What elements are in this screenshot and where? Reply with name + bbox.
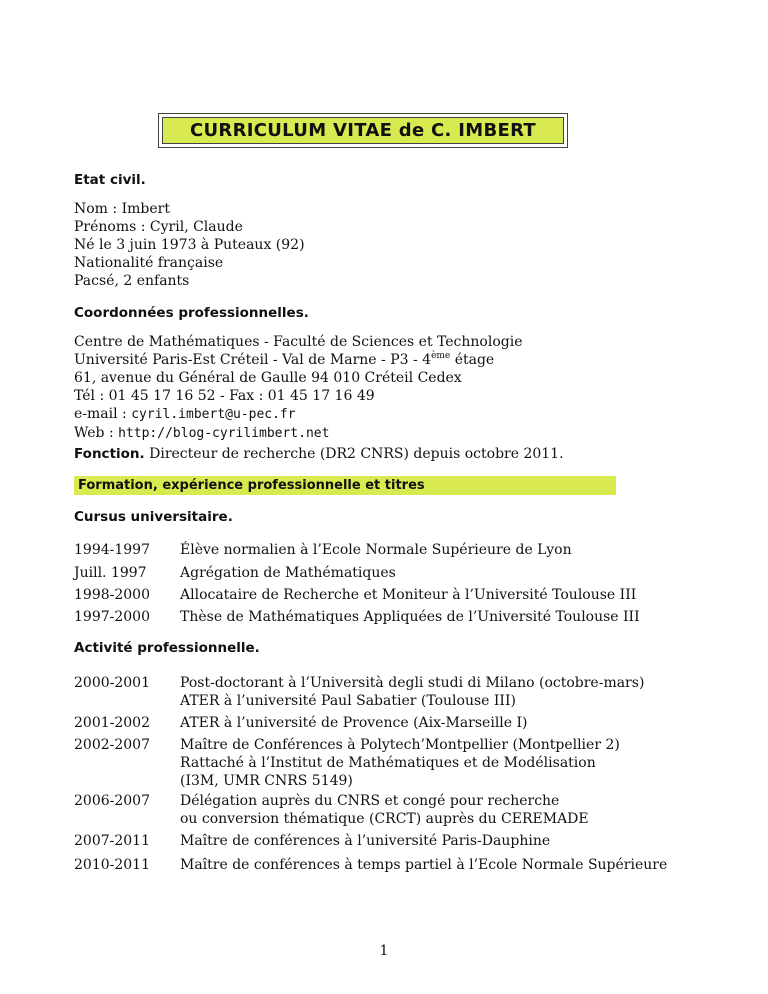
cursus-date: 1994-1997	[74, 542, 150, 558]
activite-date: 2001-2002	[74, 715, 150, 731]
activite-desc: Délégation auprès du CNRS et congé pour recherche	[180, 793, 560, 809]
address-line-text: Université Paris-Est Créteil - Val de Marne - P3 - 4	[74, 352, 432, 368]
cursus-date: 1997-2000	[74, 609, 150, 625]
activite-desc: Post-doctorant à l’Università degli studi di Milano (octobre-mars)	[180, 675, 645, 691]
etat-civil-line: Nom : Imbert	[74, 201, 170, 217]
activite-desc: ou conversion thématique (CRCT) auprès du CEREMADE	[180, 811, 589, 827]
page-number: 1	[379, 943, 389, 959]
activite-desc: Maître de conférences à temps partiel à l’Ecole Normale Supérieure	[180, 857, 668, 873]
etat-civil-line: Né le 3 juin 1973 à Puteaux (92)	[74, 237, 305, 253]
cursus-heading: Cursus universitaire.	[74, 509, 233, 525]
email-label: e-mail :	[74, 406, 132, 422]
activite-desc: Maître de Conférences à Polytech’Montpellier (Montpellier 2)	[180, 737, 620, 753]
email-line	[74, 405, 694, 424]
etat-civil-line: Prénoms : Cyril, Claude	[74, 219, 243, 235]
fonction-line	[74, 446, 694, 462]
address-line	[74, 351, 694, 369]
etat-civil-line: Nationalité française	[74, 255, 224, 271]
activite-desc: Rattaché à l’Institut de Mathématiques et de Modélisation	[180, 755, 596, 771]
cursus-date: Juill. 1997	[74, 565, 147, 581]
web-link[interactable]: http://blog-cyrilimbert.net	[118, 426, 330, 441]
fonction-label: Fonction.	[74, 446, 145, 462]
floor-superscript: ème	[431, 351, 451, 361]
phone-line: Tél : 01 45 17 16 52 - Fax : 01 45 17 16 49	[74, 388, 375, 404]
address-line: 61, avenue du Général de Gaulle 94 010 Créteil Cedex	[74, 370, 462, 386]
fonction-text: Directeur de recherche (DR2 CNRS) depuis octobre 2011.	[144, 446, 564, 462]
activite-desc: ATER à l’université Paul Sabatier (Toulouse III)	[180, 693, 516, 709]
cursus-desc: Élève normalien à l’Ecole Normale Supérieure de Lyon	[180, 542, 572, 558]
activite-date: 2000-2001	[74, 675, 150, 691]
web-line	[74, 424, 694, 443]
etat-civil-line: Pacsé, 2 enfants	[74, 273, 190, 289]
activite-date: 2007-2011	[74, 833, 150, 849]
activite-date: 2002-2007	[74, 737, 150, 753]
section-band: Formation, expérience professionnelle et titres	[74, 476, 616, 495]
cursus-desc: Thèse de Mathématiques Appliquées de l’Université Toulouse III	[180, 609, 640, 625]
activite-date: 2006-2007	[74, 793, 150, 809]
coordonnees-section	[74, 305, 694, 443]
cursus-date: 1998-2000	[74, 587, 150, 603]
cursus-heading-block	[74, 509, 694, 525]
cursus-desc: Allocataire de Recherche et Moniteur à l’Université Toulouse III	[180, 587, 637, 603]
etat-civil-heading: Etat civil.	[74, 172, 146, 188]
address-line-text: étage	[450, 352, 495, 368]
address-line: Centre de Mathématiques - Faculté de Sciences et Technologie	[74, 334, 523, 350]
activite-desc: ATER à l’université de Provence (Aix-Marseille I)	[180, 715, 528, 731]
activite-heading: Activité professionnelle.	[74, 640, 260, 656]
web-label: Web :	[74, 425, 119, 441]
etat-civil-section	[74, 172, 694, 290]
coordonnees-heading: Coordonnées professionnelles.	[74, 305, 309, 321]
title-frame	[158, 113, 568, 148]
cursus-desc: Agrégation de Mathématiques	[180, 565, 396, 581]
activite-desc: (I3M, UMR CNRS 5149)	[180, 773, 353, 789]
activite-heading-block	[74, 640, 694, 656]
activite-date: 2010-2011	[74, 857, 150, 873]
activite-desc: Maître de conférences à l’université Paris-Dauphine	[180, 833, 551, 849]
email-link[interactable]: cyril.imbert@u-pec.fr	[131, 407, 296, 422]
page-title: CURRICULUM VITAE de C. IMBERT	[162, 117, 564, 144]
